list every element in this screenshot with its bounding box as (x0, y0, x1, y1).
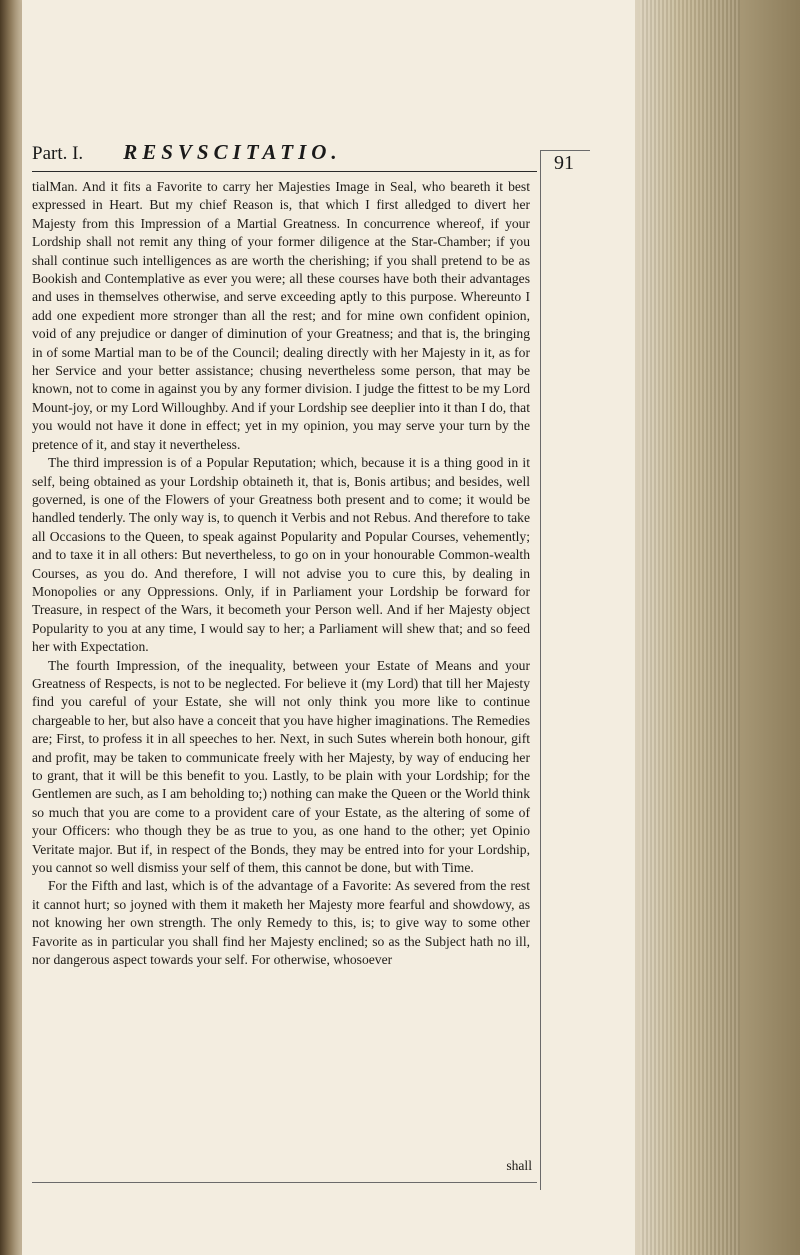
part-label: Part. I. (32, 143, 84, 164)
paragraph-1: tialMan. And it fits a Favorite to carry her Majesties Image in Seal, who beareth it best expressed in Heart. But my chief Reason is, that which I first alledged to divert her Majesty from this Impression of a Martial Greatness. In concurrence whereof, if your Lordship shall not remit any thing of your former diligence at the Star-Chamber; if you shall continue such intelligences as are worth the cherishing; if you shall pretend to be as Bookish and Contemplative as ever you were; all these courses have both their advantages and uses in themselves otherwise, and serve exceeding aptly to this purpose. Whereunto I add one expedient more stronger than all the rest; and for mine own confident opinion, void of any prejudice or danger of diminution of your Greatness; and that is, the bringing in of some Martial man to be of the Council; dealing directly with her Majesty in it, as for her Service and your better assistance; chusing nevertheless some person, that may be known, not to come in against you by any former division. I judge the fittest to be my Lord Mount-joy, or my Lord Willoughby. And if your Lordship see deeplier into it than I do, that you would not have it done in effect; yet in my opinion, you may serve your turn by the pretence of it, and stay it nevertheless. (32, 179, 530, 452)
binding-gutter (0, 0, 22, 1255)
page-number: 91 (554, 152, 574, 174)
book-page (22, 0, 647, 1255)
paragraph-2: The third impression is of a Popular Reputation; which, because it is a thing good in it self, being obtained as your Lordship obtaineth it, that is, Bonis artibus; and besides, well governed, is one of the Flowers of your Greatness both present and to come; it would be handled tenderly. The only way is, to quench it Verbis and not Rebus. And therefore to take all Occasions to the Queen, to speak against Popularity and Popular Courses, vehemently; and to taxe it in all others: But nevertheless, to go on in your honourable Common-wealth Courses, as you do. And therefore, I will not advise you to cure this, by dealing in Monopolies or any Oppressions. Only, if in Parliament your Lordship be forward for Treasure, in respect of the Wars, it becometh your Person well. And if her Majesty object Popularity to you at any time, I would say to her; a Parliament will shew that; and so feed her with Expectation. (32, 455, 530, 655)
paragraph-4: For the Fifth and last, which is of the advantage of a Favorite: As severed from the rest it cannot hurt; so joyned with them it maketh her Majesty more fearful and showdowy, as not knowing her own strength. The only Remedy to this, is; to give way to some other Favorite as in particular you shall find her Majesty enclined; so as the Subject hath no ill, nor dangerous aspect towards your self. For otherwise, whosoever (32, 878, 530, 968)
body-text (32, 178, 530, 969)
page-number-box-top (540, 150, 590, 151)
paragraph-3: The fourth Impression, of the inequality, between your Estate of Means and your Greatness of Respects, is not to be neglected. For believe it (my Lord) that till her Majesty find you careful of your Estate, she will not only think you more like to continue chargeable to her, but also have a conceit that you have higher imaginations. The Remedies are; First, to profess it in all speeches to her. Next, in such Sutes wherein both honour, gift and profit, may be taken to communicate freely with her Majesty, by way of enducing her to grant, that it will be this benefit to you. Lastly, to be plain with your Lordship; for the Gentlemen are such, as I am beholding to;) nothing can make the Queen or the World think so much that you are come to a provident care of your Estate, as the altering of some of your Officers: who though they be as true to you, as one hand to the other; yet Opinio Veritate major. But if, in respect of the Bonds, they may be entred into for your Lordship, you cannot so well dismiss your self of them, this cannot be done, but with Time. (32, 657, 530, 876)
header-rule (32, 171, 537, 172)
catchword: shall (506, 1158, 532, 1173)
running-title: RESVSCITATIO. (123, 140, 342, 164)
page-header (32, 140, 532, 170)
footer-rule (32, 1182, 537, 1183)
page-number-box-rule (540, 150, 541, 1190)
page-edge-lines (640, 0, 740, 1255)
